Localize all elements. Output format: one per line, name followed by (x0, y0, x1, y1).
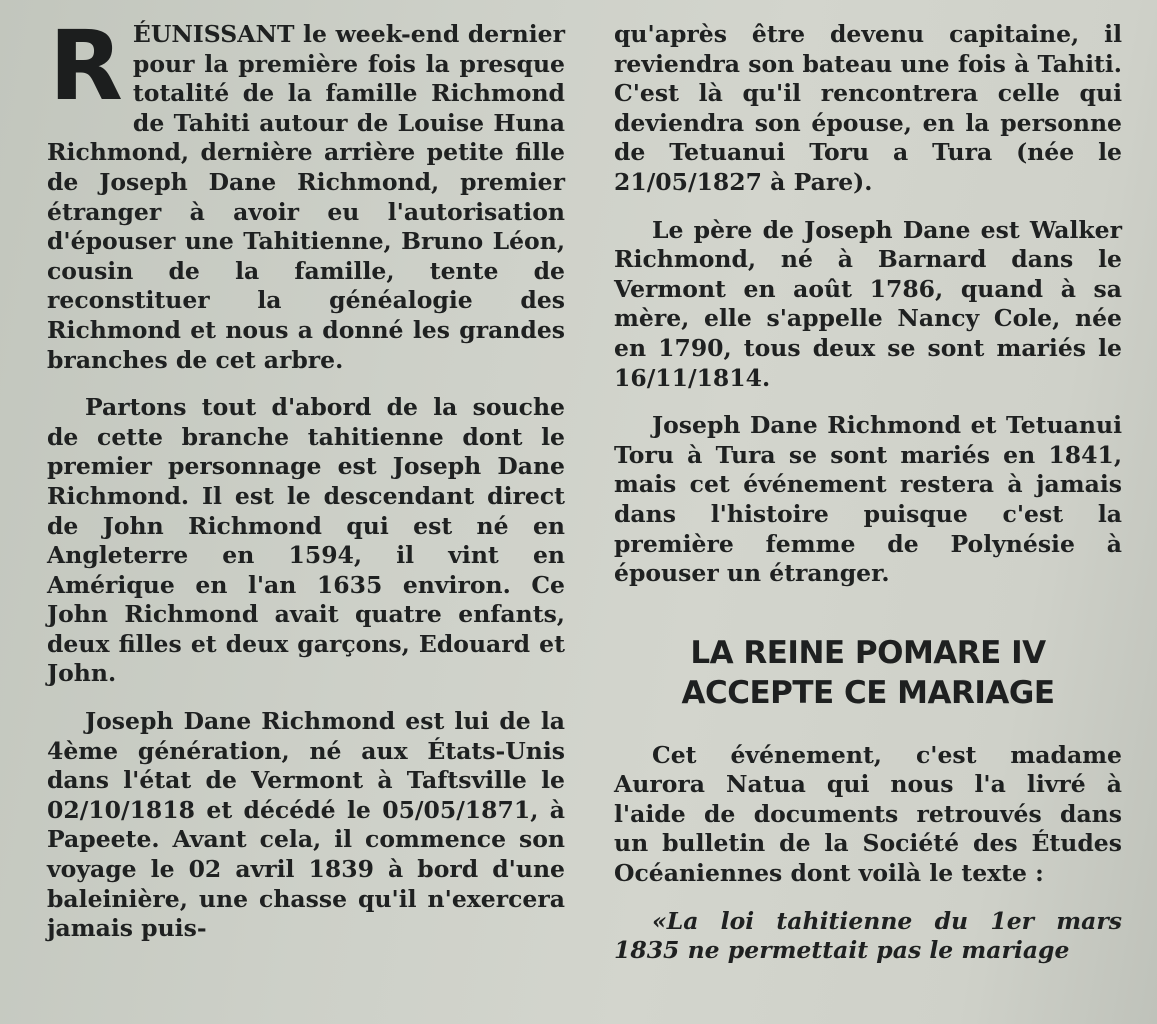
article-column-left (47, 10, 565, 944)
section-heading-line-2: ACCEPTE CE MARIAGE (681, 674, 1055, 711)
section-heading (614, 633, 1122, 713)
drop-cap: R (49, 10, 123, 122)
paragraph-captain: qu'après être devenu capitaine, il reviendra son bateau une fois à Tahiti. C'est là qu'il rencontrera celle qui deviendra son épouse, en la personne de Tetuanui Toru a Tura (née le 21/05/1827 à Pare). (614, 20, 1122, 196)
paragraph-origins: Partons tout d'abord de la souche de cette branche tahitienne dont le premier personnage est Joseph Dane Richmond. Il est le descendant direct de John Richmond qui est né en Angleterre en 1594, il vint en Amérique en l'an 1635 environ. Ce John Richmond avait quatre enfants, deux filles et deux garçons, Edouard et John. (47, 393, 565, 688)
paragraph-parents: Le père de Joseph Dane est Walker Richmond, né à Barnard dans le Vermont en août 1786, quand à sa mère, elle s'appelle Nancy Cole, née en 1790, tous deux se sont mariés le 16/11/1814. (614, 215, 1122, 392)
paragraph-marriage: Joseph Dane Richmond et Tetuanui Toru à Tura se sont mariés en 1841, mais cet événement restera à jamais dans l'histoire puisque c'est la première femme de Polynésie à épouser un étranger. (614, 411, 1122, 588)
paragraph-intro (47, 10, 565, 375)
article-column-right (614, 20, 1122, 966)
paragraph-fourth-generation: Joseph Dane Richmond est lui de la 4ème génération, né aux États-Unis dans l'état de Vermont à Taftsville le 02/10/1818 et décédé le 05/05/1871, à Papeete. Avant cela, il commence son voyage le 02 avril 1839 à bord d'une baleinière, une chasse qu'il n'exercera jamais puis- (47, 707, 565, 943)
paragraph-intro-text: ÉUNISSANT le week-end dernier pour la première fois la presque totalité de la famille Richmond de Tahiti autour de Louise Huna Richmond, dernière arrière petite fille de Joseph Dane Richmond, premier étranger à avoir eu l'autorisation d'épouser une Tahitienne, Bruno Léon, cousin de la famille, tente de reconstituer la généalogie des Richmond et nous a donné les grandes branches de cet arbre. (47, 20, 565, 374)
section-heading-line-1: LA REINE POMARE IV (690, 634, 1046, 671)
paragraph-documents: Cet événement, c'est madame Aurora Natua qui nous l'a livré à l'aide de documents retrouvés dans un bulletin de la Société des Études Océaniennes dont voilà le texte : (614, 740, 1122, 888)
paragraph-quote: «La loi tahitienne du 1er mars 1835 ne permettait pas le mariage (614, 906, 1122, 965)
